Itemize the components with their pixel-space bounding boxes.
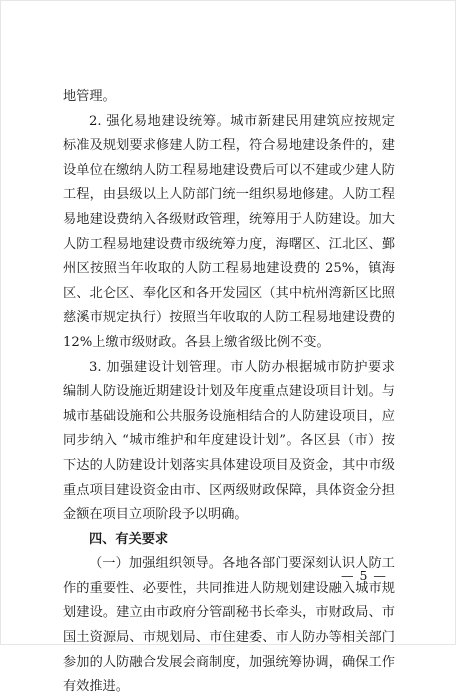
paragraph-continuation: 地管理。 (63, 89, 116, 104)
paragraph-item-2: 2. 强化易地建设统筹。城市新建民用建筑应按规定标准及规划要求修建人防工程，符合易地建设条件的，建设单位在缴纳人防工程易地建设费后可以不建或少建人防工程，由县级以上人防部门统一组织易地修建。人防工程易地建设费纳入各级财政管理，统筹用于人防建设。加大人防工程易地建设费市级统筹力度，海曙区、江北区、鄞州区按照当年收取的人防工程易地建设费的 25%，镇海区、北仑区、奉化区和各开发园区（其中杭州湾新区比照慈溪市规定执行）按照当年收取的人防工程易地建设费的 12%上缴市级财政。各县上缴省级比例不变。 (63, 113, 395, 350)
section-heading: 四、有关要求 (89, 531, 169, 547)
document-body (63, 85, 395, 700)
paragraph-item-3: 3. 加强建设计划管理。市人防办根据城市防护要求编制人防设施近期建设计划及年度重点建设项目计划。与城市基础设施和公共服务设施相结合的人防建设项目，应同步纳入 “城市维护和年度建设计划”。各区县（市）按下达的人防建设计划落实具体建设项目及资金，其中市级重点项目建设资金由市、区两级财政保障，具体资金分担金额在项目立项阶段予以明确。 (63, 359, 395, 523)
paragraph-requirement-1: （一）加强组织领导。各地各部门要深刻认识人防工作的重要性、必要性，共同推进人防规划建设融入城市规划建设。建立由市政府分管副秘书长牵头，市财政局、市国土资源局、市规划局、市住建委、市人防办等相关部门参加的人防融合发展会商制度，加强统筹协调，确保工作有效推进。 (63, 556, 395, 695)
page-number: — 5 — (341, 568, 387, 583)
